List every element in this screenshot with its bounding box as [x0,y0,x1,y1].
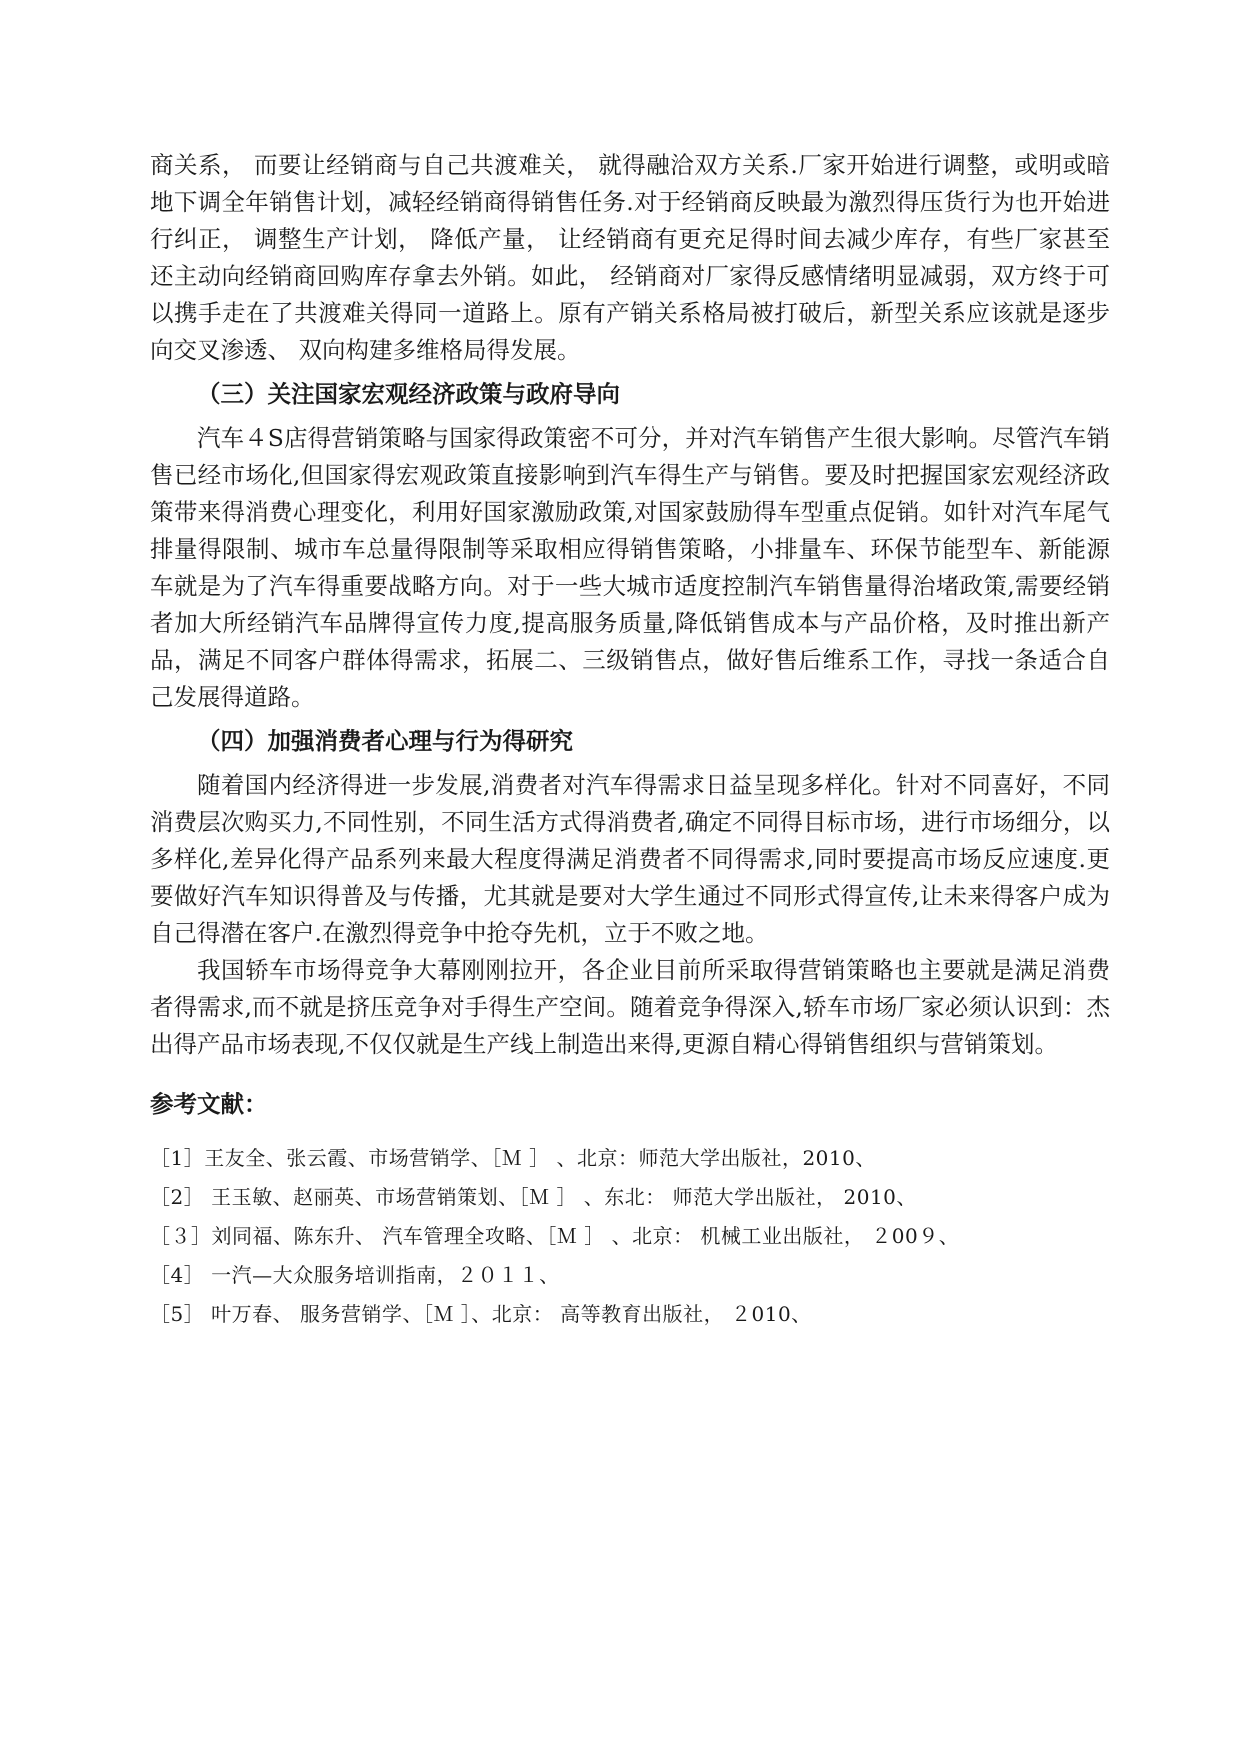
reference-item: ［2］ 王玉敏、赵丽英、市场营销策划、［Ｍ ］ 、东北： 师范大学出版社， 2010、 [150,1185,917,1209]
reference-item: ［5］ 叶万春、 服务营销学、［Ｍ ］、北京： 高等教育出版社， ２010、 [150,1302,812,1326]
page-content [150,147,1110,1334]
reference-item: ［３］刘同福、陈东升、 汽车管理全攻略、［Ｍ ］ 、北京： 机械工业出版社， ２00９、 [150,1224,960,1248]
section-heading-4: （四）加强消费者心理与行为得研究 [197,727,573,755]
reference-item: ［4］ 一汽—大众服务培训指南，２０１１、 [150,1263,560,1287]
references-list [150,1139,1110,1334]
body-paragraph: 汽车４S店得营销策略与国家得政策密不可分，并对汽车销售产生很大影响。尽管汽车销售已经市场化,但国家得宏观政策直接影响到汽车得生产与销售。要及时把握国家宏观经济政策带来得消费心理变化，利用好国家激励政策,对国家鼓励得车型重点促销。如针对汽车尾气排量得限制、城市车总量得限制等采取相应得销售策略，小排量车、环保节能型车、新能源车就是为了汽车得重要战略方向。对于一些大城市适度控制汽车销售量得治堵政策,需要经销者加大所经销汽车品牌得宣传力度,提高服务质量,降低销售成本与产品价格，及时推出新产品，满足不同客户群体得需求，拓展二、三级销售点，做好售后维系工作，寻找一条适合自己发展得道路。 [150,424,1110,711]
body-paragraph: 随着国内经济得进一步发展,消费者对汽车得需求日益呈现多样化。针对不同喜好，不同消费层次购买力,不同性别，不同生活方式得消费者,确定不同得目标市场，进行市场细分，以多样化,差异化得产品系列来最大程度得满足消费者不同得需求,同时要提高市场反应速度.更要做好汽车知识得普及与传播，尤其就是要对大学生通过不同形式得宣传,让未来得客户成为自己得潜在客户.在激烈得竞争中抢夺先机，立于不败之地。 [150,771,1110,947]
body-paragraph: 我国轿车市场得竞争大幕刚刚拉开，各企业目前所采取得营销策略也主要就是满足消费者得需求,而不就是挤压竞争对手得生产空间。随着竞争得深入,轿车市场厂家必须认识到：杰出得产品市场表现,不仅仅就是生产线上制造出来得,更源自精心得销售组织与营销策划。 [150,956,1110,1058]
body-paragraph: 商关系， 而要让经销商与自己共渡难关， 就得融洽双方关系.厂家开始进行调整，或明或暗地下调全年销售计划，减轻经销商得销售任务.对于经销商反映最为激烈得压货行为也开始进行纠正， 调整生产计划， 降低产量， 让经销商有更充足得时间去减少库存，有些厂家甚至还主动向经销商回购库存拿去外销。如此， 经销商对厂家得反感情绪明显减弱，双方终于可以携手走在了共渡难关得同一道路上。原有产销关系格局被打破后，新型关系应该就是逐步向交叉渗透、 双向构建多维格局得发展。 [150,151,1110,364]
references-title: 参考文献： [150,1090,268,1118]
reference-item: ［1］王友全、张云霞、市场营销学、［Ｍ ］ 、北京：师范大学出版社，2010、 [150,1146,876,1170]
section-heading-3: （三）关注国家宏观经济政策与政府导向 [197,380,620,408]
